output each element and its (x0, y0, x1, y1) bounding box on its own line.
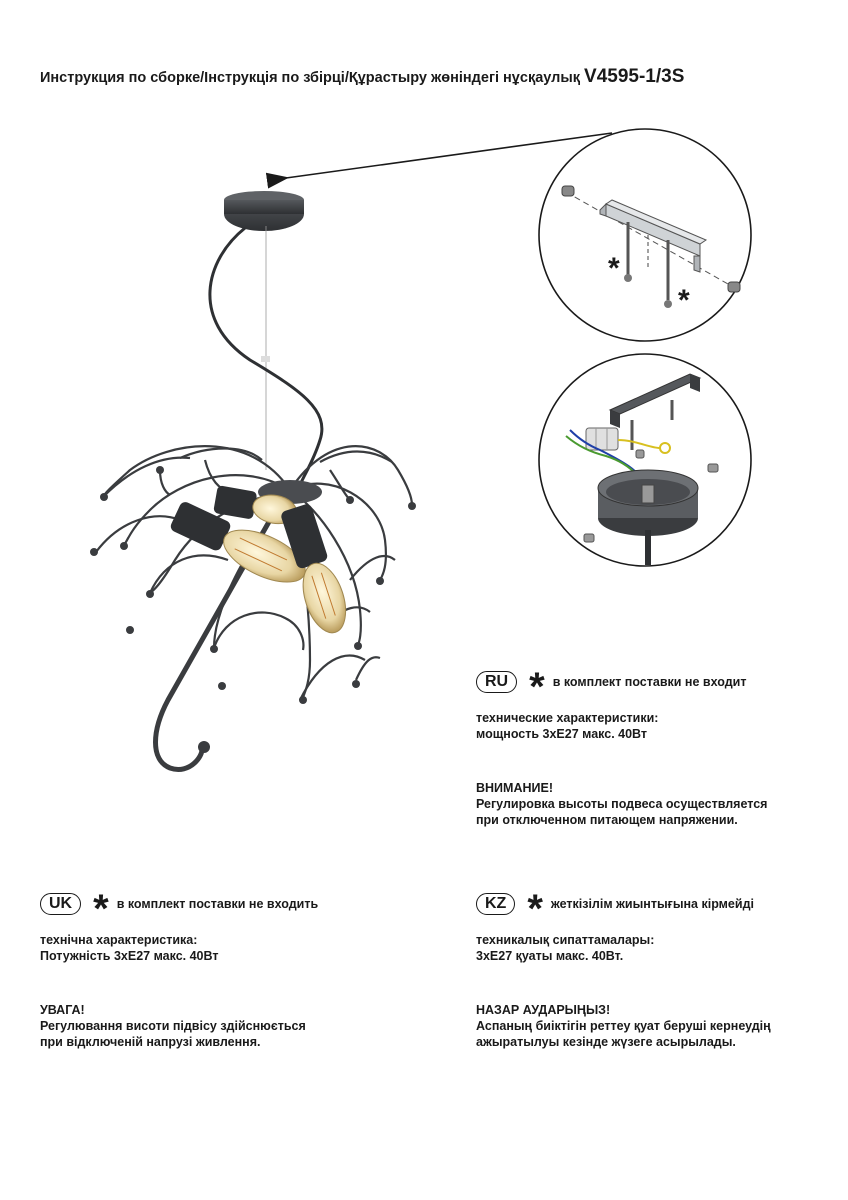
mounting-bracket-detail (539, 129, 751, 341)
asterisk-icon: * (93, 887, 109, 931)
warning-text: Регулировка высоты подвеса осуществляется (476, 797, 768, 811)
warning-title: УВАГА! (40, 1003, 85, 1017)
spec-value: Потужність 3xE27 макс. 40Вт (40, 949, 219, 963)
warning-text: при отключенном питающем напряжении. (476, 813, 738, 827)
warning-text: ажыратылуы кезінде жүзеге асырылады. (476, 1035, 736, 1049)
not-included-note: жеткізілім жиынтығына кірмейді (550, 897, 754, 911)
warning-text: Аспаның биіктігін реттеу қуат беруші кернеудің (476, 1019, 771, 1033)
spec-title: технічна характеристика: (40, 933, 198, 947)
spec-title: технические характеристики: (476, 711, 659, 725)
warning-title: ВНИМАНИЕ! (476, 781, 553, 795)
pendant-lamp-image (90, 191, 416, 769)
section-kz (476, 887, 771, 1050)
not-included-marker: * (678, 284, 690, 317)
wiring-connection-detail (539, 354, 751, 566)
not-included-note: в комплект поставки не входить (116, 897, 319, 911)
warning-text: Регулювання висоти підвісу здійснюється (40, 1019, 306, 1033)
asterisk-icon: * (529, 665, 545, 709)
section-uk (40, 887, 319, 1050)
model-number: V4595-1/3S (584, 66, 685, 87)
asterisk-icon: * (527, 887, 543, 931)
title-text: Инструкция по сборке/Інструкція по збірці/Құрастыру жөніндегі нұсқаулық (40, 70, 580, 86)
language-badge-uk: UK (40, 893, 81, 915)
not-included-marker: * (608, 252, 620, 285)
not-included-note: в комплект поставки не входит (552, 675, 747, 689)
warning-title: НАЗАР АУДАРЫҢЫЗ! (476, 1003, 611, 1017)
warning-text: при відключеній напрузі живлення. (40, 1035, 261, 1049)
spec-value: 3xE27 қуаты макс. 40Вт. (476, 949, 624, 963)
spec-title: техникалық сипаттамалары: (476, 933, 655, 947)
language-badge-kz: KZ (476, 893, 515, 915)
language-badge-ru: RU (476, 671, 517, 693)
spec-value: мощность 3xE27 макс. 40Вт (476, 727, 648, 741)
section-ru (476, 665, 768, 828)
